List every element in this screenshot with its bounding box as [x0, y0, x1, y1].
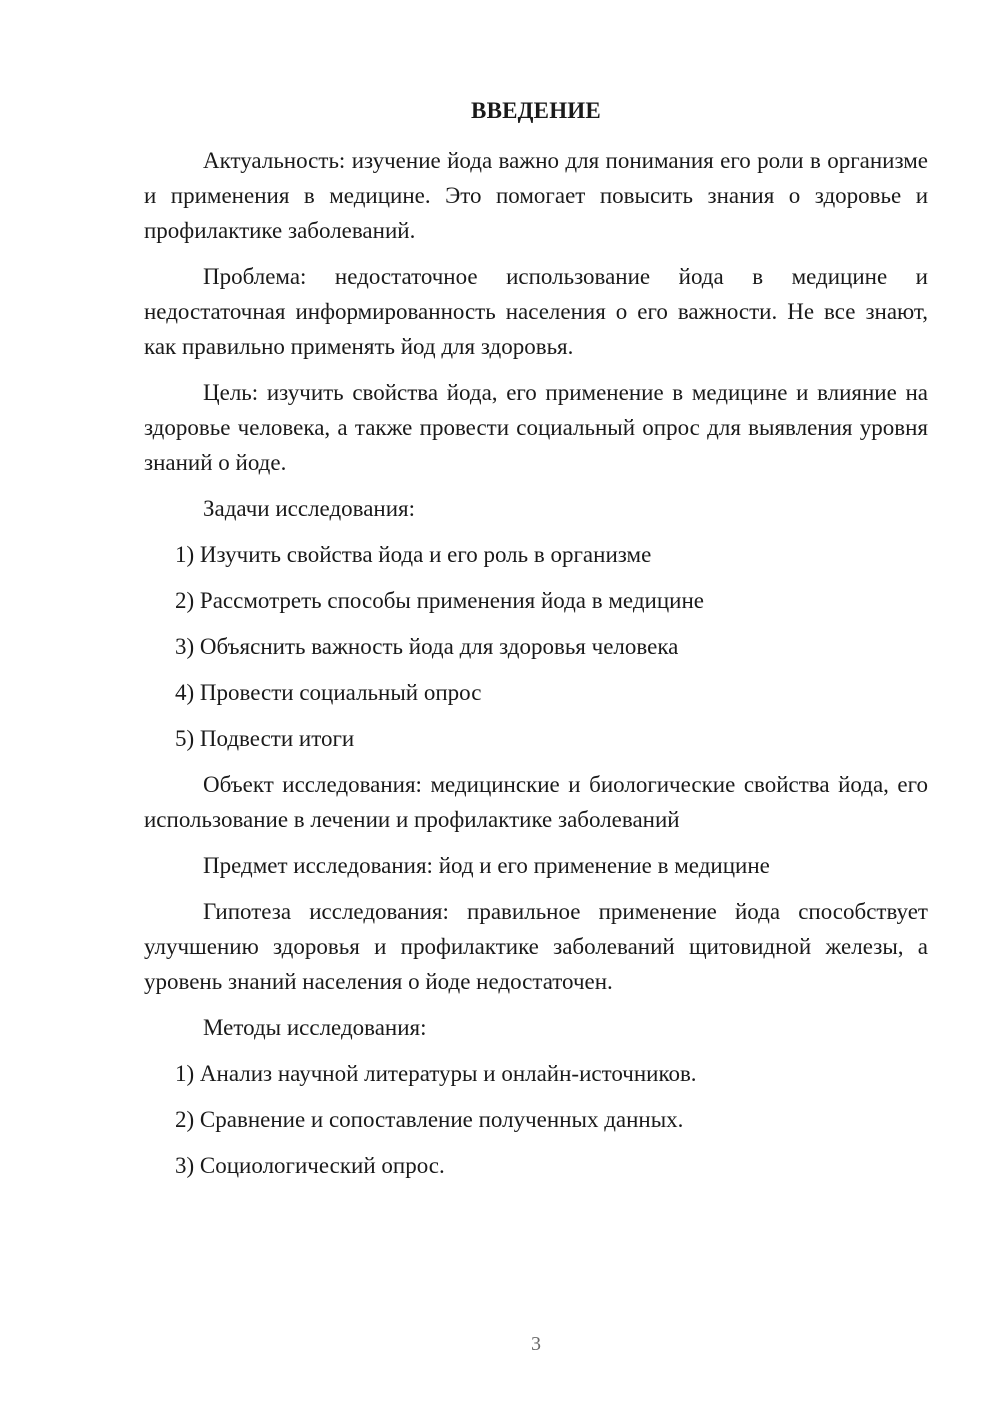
task-item-1: 1) Изучить свойства йода и его роль в организме	[175, 542, 652, 567]
method-item-2: 2) Сравнение и сопоставление полученных данных.	[175, 1107, 684, 1132]
section-title: ВВЕДЕНИЕ	[471, 98, 601, 123]
paragraph-goal: Цель: изучить свойства йода, его применение в медицине и влияние на здоровье человека, а также провести социальный опрос для выявления уровня знаний о йоде.	[144, 380, 928, 475]
page-number: 3	[531, 1333, 541, 1355]
paragraph-problem: Проблема: недостаточное использование йода в медицине и недостаточная информированность населения о его важности. Не все знают, как правильно применять йод для здоровья.	[144, 264, 928, 359]
task-item-4: 4) Провести социальный опрос	[175, 680, 482, 705]
task-item-5: 5) Подвести итоги	[175, 726, 355, 751]
task-item-3: 3) Объяснить важность йода для здоровья человека	[175, 634, 679, 659]
task-item-2: 2) Рассмотреть способы применения йода в медицине	[175, 588, 704, 613]
methods-heading: Методы исследования:	[203, 1015, 427, 1040]
body-text	[144, 143, 928, 1194]
method-item-1: 1) Анализ научной литературы и онлайн-источников.	[175, 1061, 697, 1086]
tasks-heading: Задачи исследования:	[203, 496, 416, 521]
paragraph-hypothesis: Гипотеза исследования: правильное применение йода способствует улучшению здоровья и профилактике заболеваний щитовидной железы, а уровень знаний населения о йоде недостаточен.	[144, 899, 928, 994]
paragraph-relevance: Актуальность: изучение йода важно для понимания его роли в организме и применения в медицине. Это помогает повысить знания о здоровье и профилактике заболеваний.	[144, 148, 928, 243]
method-item-3: 3) Социологический опрос.	[175, 1153, 445, 1178]
paragraph-subject: Предмет исследования: йод и его применение в медицине	[203, 853, 770, 878]
paragraph-object: Объект исследования: медицинские и биологические свойства йода, его использование в лечении и профилактике заболеваний	[144, 772, 928, 832]
